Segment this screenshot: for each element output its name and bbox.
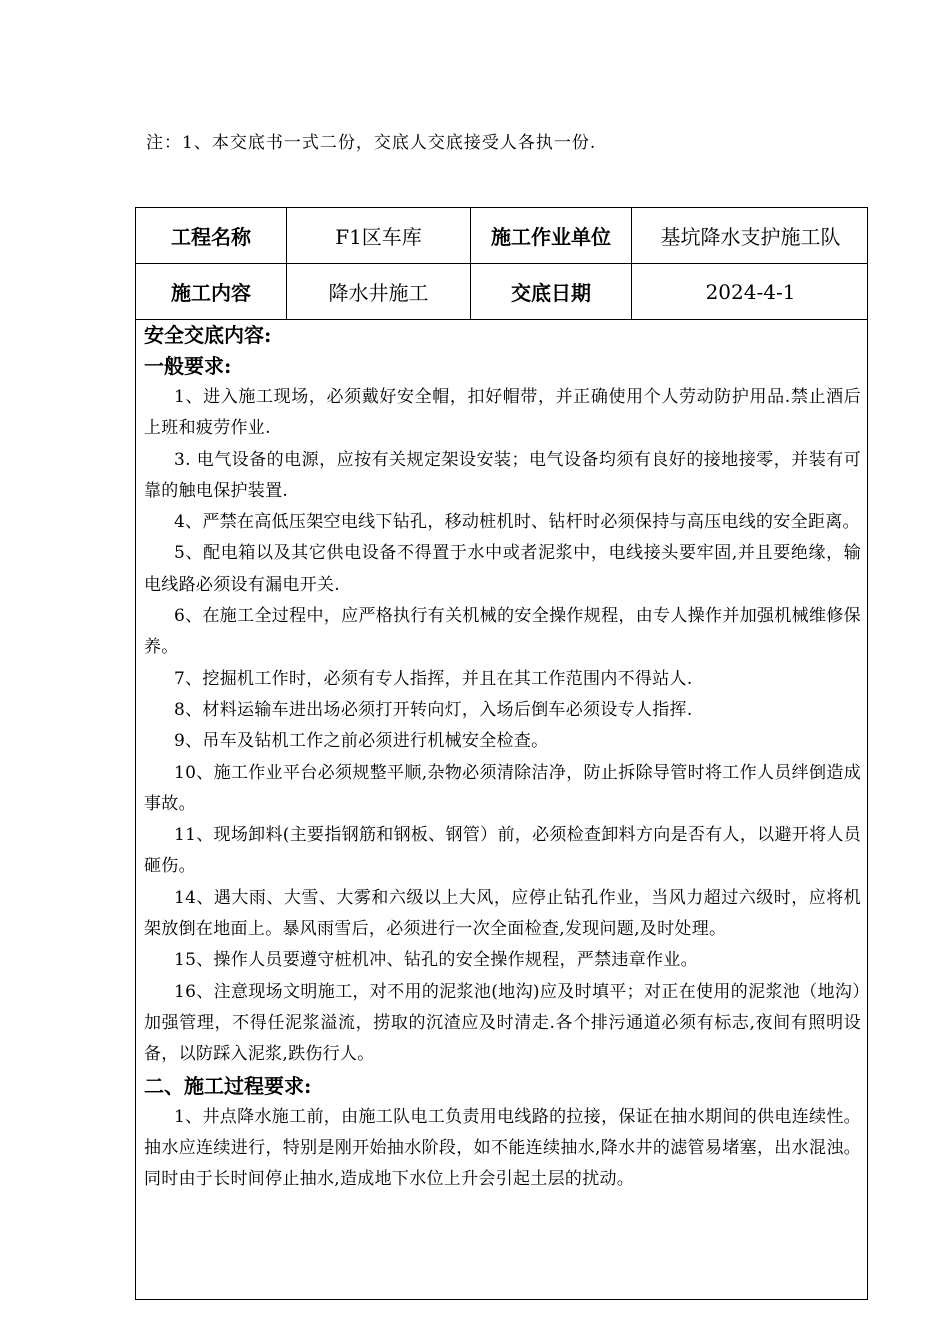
list-item: 11、现场卸料(主要指钢筋和钢板、钢管）前，必须检查卸料方向是否有人，以避开将人员砸伤。	[144, 825, 861, 877]
unit-label: 施工作业单位	[471, 208, 632, 263]
content-value: 降水井施工	[287, 264, 471, 319]
project-name-label: 工程名称	[136, 208, 287, 263]
disclosure-table	[135, 207, 868, 1300]
list-item: 10、施工作业平台必须规整平顺,杂物必须清除洁净，防止拆除导管时将工作人员绊倒造成事故。	[144, 762, 861, 814]
date-value: 2024-4-1	[705, 279, 796, 304]
safety-content	[144, 320, 861, 1195]
footnote: 注：1、本交底书一式二份，交底人交底接受人各执一份.	[146, 133, 597, 153]
list-item: 8、材料运输车进出场必须打开转向灯，入场后倒车必须设专人指挥.	[174, 699, 693, 720]
list-item: 4、严禁在高低压架空电线下钻孔，移动桩机时、钻杆时必须保持与高压电线的安全距离。	[174, 512, 860, 533]
content-title: 安全交底内容:	[144, 323, 272, 347]
date-label: 交底日期	[471, 264, 632, 319]
project-name-value: F1区车库	[287, 208, 471, 263]
list-item: 1、进入施工现场，必须戴好安全帽，扣好帽带，并正确使用个人劳动防护用品.禁止酒后上班和疲劳作业.	[144, 387, 861, 439]
list-item: 5、配电箱以及其它供电设备不得置于水中或者泥浆中，电线接头要牢固,并且要绝缘，输电线路必须设有漏电开关.	[144, 543, 861, 595]
section-heading: 一般要求:	[144, 354, 232, 378]
list-item: 7、挖掘机工作时，必须有专人指挥，并且在其工作范围内不得站人.	[174, 668, 693, 689]
list-item: 16、注意现场文明施工，对不用的泥浆池(地沟)应及时填平；对正在使用的泥浆池（地沟）加强管理，不得任泥浆溢流，捞取的沉渣应及时清走.各个排污通道必须有标志,夜间有照明设备，以防踩入泥浆,跌伤行人。	[144, 981, 861, 1065]
list-item: 15、操作人员要遵守桩机冲、钻孔的安全操作规程，严禁违章作业。	[174, 950, 698, 971]
list-item: 14、遇大雨、大雪、大雾和六级以上大风，应停止钻孔作业，当风力超过六级时，应将机架放倒在地面上。暴风雨雪后，必须进行一次全面检查,发现问题,及时处理。	[144, 887, 861, 940]
table-row	[136, 208, 867, 264]
list-item: 6、在施工全过程中，应严格执行有关机械的安全操作规程，由专人操作并加强机械维修保养。	[144, 606, 861, 658]
list-item: 9、吊车及钻机工作之前必须进行机械安全检查。	[174, 731, 549, 752]
content-label: 施工内容	[136, 264, 287, 319]
table-row	[136, 264, 867, 320]
list-item: 1、井点降水施工前，由施工队电工负责用电线路的拉接，保证在抽水期间的供电连续性。抽水应连续进行，特别是刚开始抽水阶段，如不能连续抽水,降水井的滤管易堵塞，出水混浊。同时由于长时间停止抽水,造成地下水位上升会引起土层的扰动。	[144, 1106, 861, 1190]
list-item: 3. 电气设备的电源，应按有关规定架设安装；电气设备均须有良好的接地接零，并装有可靠的触电保护装置.	[144, 449, 861, 501]
unit-value: 基坑降水支护施工队	[660, 225, 841, 249]
section-heading: 二、施工过程要求:	[144, 1073, 312, 1098]
